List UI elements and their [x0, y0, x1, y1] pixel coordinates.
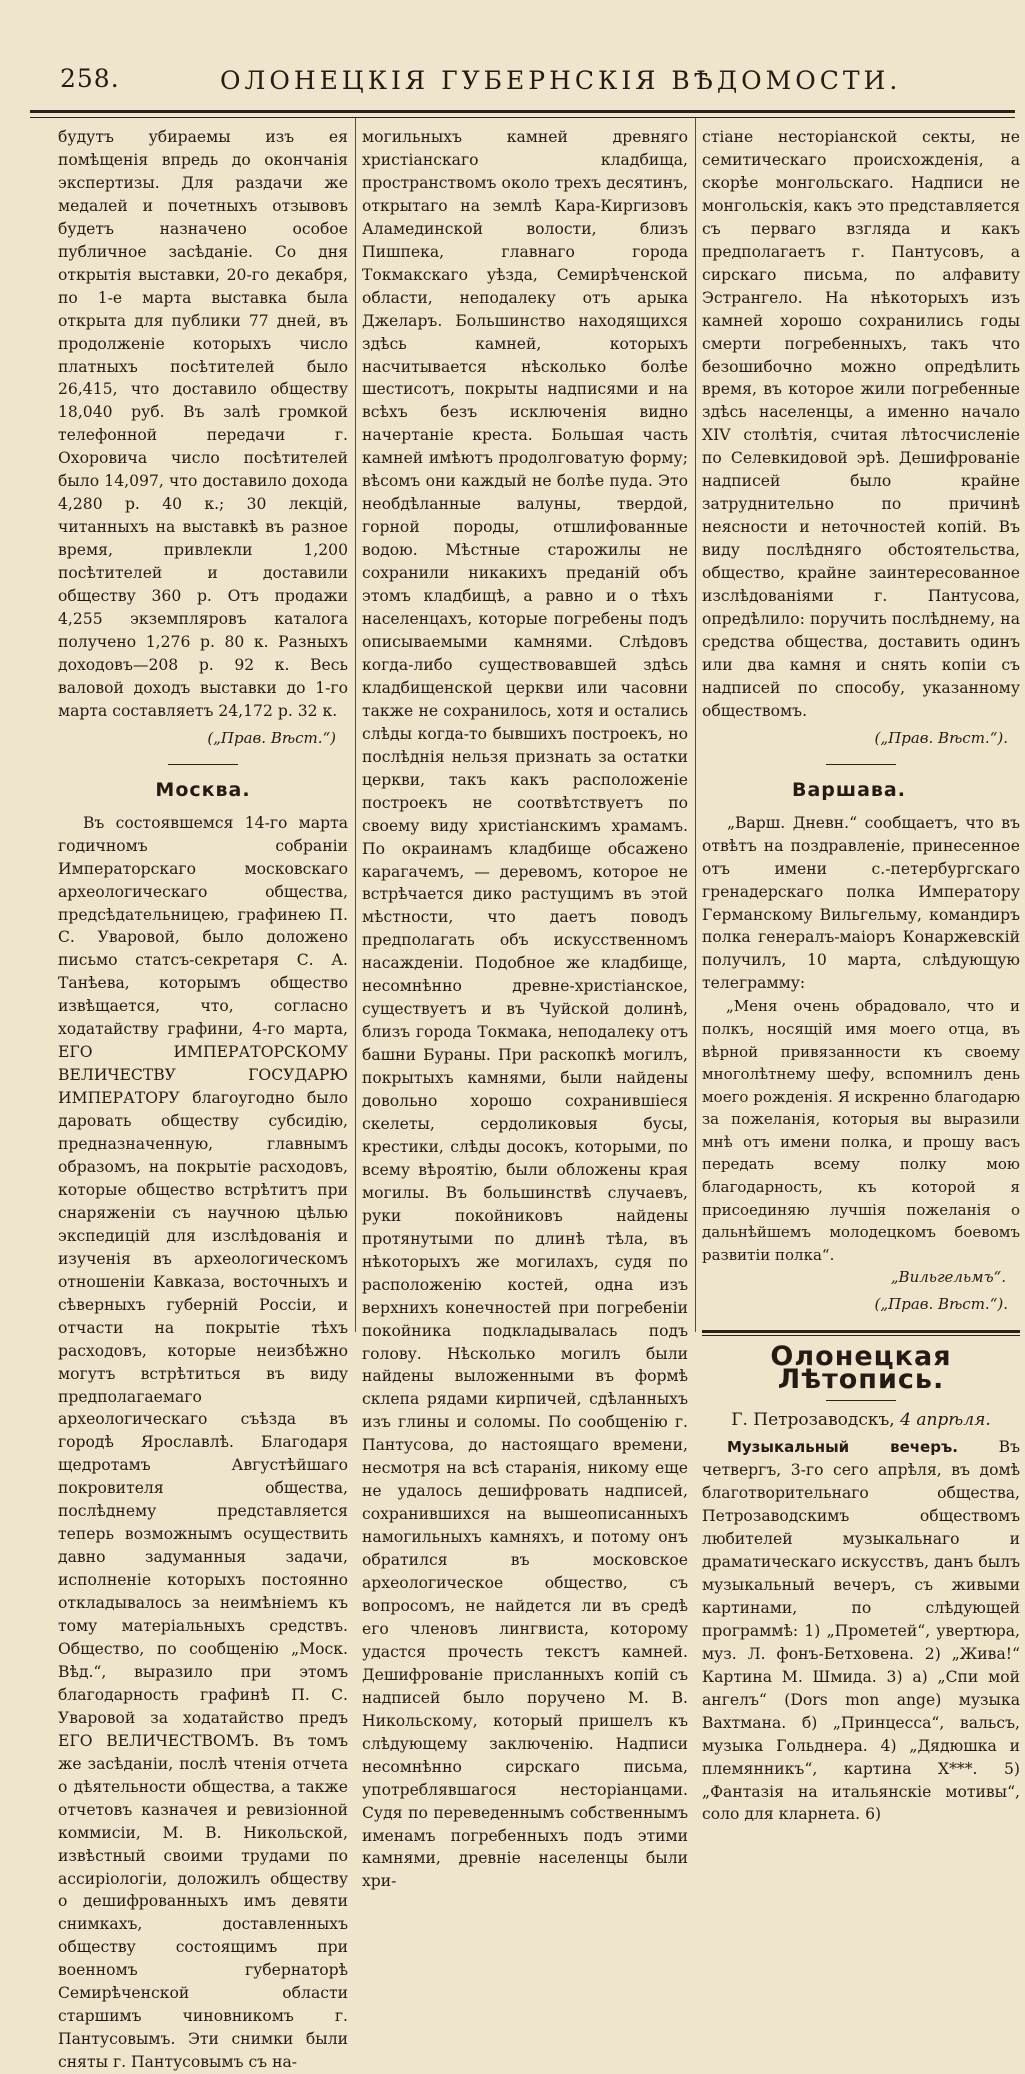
article-paragraph: „Варш. Дневн.“ сообщаетъ, что въ отвѣтъ на поздравленіе, принесенное отъ имени с.-петербургскаго гренадерскаго полка Императору Германскому Вильгельму, командиръ полка генералъ-маіоръ Конаржевскій получилъ, 10 марта, слѣдующую телеграмму: — [702, 813, 1020, 993]
column-divider — [355, 118, 356, 1332]
section-rule — [702, 1330, 1020, 1336]
place-date — [702, 1409, 1020, 1432]
source-citation: („Прав. Вѣст.“) — [207, 728, 336, 747]
signature: „Вильгельмъ“. — [890, 1268, 1006, 1287]
column-1 — [58, 126, 348, 2074]
article-paragraph — [702, 1436, 1020, 1826]
article-paragraph: могильныхъ камней древняго христіанскаго кладбища, пространствомъ около трехъ десятинъ, открытаго на землѣ Кара-Киргизовъ Аламединской волости, близъ Пишпека, главнаго города Токмакскаго уѣзда, Семирѣченской области, неподалеку отъ арыка Джеларъ. Большинство находящихся здѣсь камней, которыхъ насчитывается нѣсколько болѣе шестисотъ, покрыты надписями и на всѣхъ безъ исключенія видно начертаніе креста. Большая часть камней имѣютъ продолговатую форму; вѣсомъ они каждый не болѣе пуда. Это необдѣланные валуны, твердой, горной породы, отшлифованные водою. Мѣстные старожилы не сохранили никакихъ преданій объ этомъ кладбищѣ, а равно и о тѣхъ населенцахъ, которые погребены подъ описываемыми камнями. Слѣдовъ когда-либо существовавшей здѣсь кладбищенской церкви или часовни также не сохранилось, хотя и остались слѣды когда-то бывшихъ построекъ, но послѣднія нельзя признать за остатки церкви, такъ какъ расположеніе построекъ не соотвѣтствуетъ по своему виду христіанскимъ храмамъ. По окраинамъ кладбище обсажено карагачемъ, — деревомъ, которое не встрѣчается дико растущимъ въ этой мѣстности, что даетъ поводъ предполагать объ искусственномъ насажденіи. Подобное же кладбище, несомнѣнно древне-христіанское, существуетъ и въ Чуйской долинѣ, близъ города Токмака, неподалеку отъ башни Бураны. При раскопкѣ могилъ, покрытыхъ камнями, были найдены довольно хорошо сохранившіеся скелеты, сердоликовыя бусы, крестики, слѣды досокъ, которыми, по всему вѣроятію, были обложены края могилы. Въ большинствѣ случаевъ, руки покойниковъ найдены протянутыми по длинѣ тѣла, въ нѣкоторыхъ же могилахъ, судя по расположенію костей, одна изъ верхнихъ конечностей при погребеніи покойника подкладывалась подъ голову. Нѣсколько могилъ были найдены выложенными въ формѣ склепа рядами кирпичей, сдѣланныхъ изъ глины и соломы. По сообщенію г. Пантусова, до настоящаго времени, несмотря на всѣ старанія, никому еще не удалось дешифровать надписей, сохранившихся на вышеописанныхъ намогильныхъ камняхъ, и потому онъ обратился въ московское археологическое общество, съ вопросомъ, не найдется ли въ средѣ его членовъ лингвиста, которому удастся прочесть текстъ камней. Дешифрованіе присланныхъ копій съ надписей было поручено М. В. Никольскому, который пришелъ къ слѣдующему заключенію. Надписи несомнѣнно сирскаго письма, употреблявшагося несторіанцами. Судя по переведеннымъ собственнымъ именамъ погребенныхъ подъ этими камнями, древніе населенцы были хри- — [362, 128, 688, 1891]
date: 4 апрѣля. — [900, 1410, 991, 1431]
article-paragraph: стіане несторіанской секты, не семитическаго происхожденія, а скорѣе монгольскаго. Надписи не монгольскія, какъ это представляется съ перваго взгляда и какъ предполагаетъ г. Пантусовъ, а сирскаго письма, по алфавиту Эстрангело. На нѣкоторыхъ изъ камней хорошо сохранились годы смерти погребенныхъ, такъ что безошибочно можно опредѣлить время, въ которое жили погребенные здѣсь населенцы, а именно начало XIV столѣтія, считая лѣтосчисленіе по Селевкидовой эрѣ. Дешифрованіе надписей было крайне затруднительно по причинѣ неясности и неточностей копій. Въ виду послѣдняго обстоятельства, общество, крайне заинтересованное изслѣдованіями г. Пантусова, опредѣлило: поручить послѣднему, на средства общества, доставить одинъ или два камня и снять копіи съ надписей по способу, указанному обществомъ. — [702, 128, 1020, 720]
article-text: Въ четвергъ, 3-го сего апрѣля, въ домѣ благотворительнаго общества, Петрозаводскимъ обществомъ любителей музыкальнаго и драматическаго искусствъ, данъ былъ музыкальный вечеръ, съ живыми картинами, по слѣдующей программѣ: 1) „Прометей“, увертюра, муз. Л. фонъ-Бетховена. 2) „Жива!“ Картина М. Шмида. 3) а) „Спи мой ангелъ“ (Dors mon ange) музыка Вахтмана. б) „Принцесса“, вальсъ, музыка Гольднера. 4) „Дядюшка и племянникъ“, картина Х***. 5) „Фантазія на итальянскіе мотивы“, соло для кларнета. 6) — [702, 1438, 1020, 1824]
source-citation: („Прав. Вѣст.“). — [874, 728, 1008, 747]
telegram-text: „Меня очень обрадовало, что и полкъ, носящій имя моего отца, въ вѣрной привязанности къ своему многолѣтнему шефу, вспомнилъ день моего рожденія. Я искренно благодарю за пожеланія, которыя вы выразили мнѣ отъ имени полка, и прошу васъ передать всему полку мою благодарность, къ которой я присоединяю лучшія пожеланія о дальнѣйшемъ молодецкомъ боевомъ развитіи полка“. — [702, 997, 1020, 1264]
newspaper-title: ОЛОНЕЦКІЯ ГУБЕРНСКІЯ ВѢДОМОСТИ. — [220, 66, 902, 95]
section-separator — [826, 1400, 896, 1401]
section-title-moscow: Москва. — [155, 778, 251, 801]
chronicle-title: Олонецкая Лѣтопись. — [770, 1341, 952, 1396]
page-number: 258. — [60, 64, 120, 93]
header-rule — [30, 110, 1015, 118]
section-title-warsaw: Варшава. — [792, 778, 906, 801]
source-citation: („Прав. Вѣст.“). — [874, 1295, 1008, 1314]
section-separator — [168, 764, 238, 765]
run-in-heading: Музыкальный вечеръ. — [726, 1438, 958, 1457]
column-divider — [695, 118, 696, 1332]
section-separator — [826, 764, 896, 765]
column-3 — [702, 126, 1020, 1826]
place-name: Г. Петрозаводскъ, — [731, 1410, 895, 1431]
article-paragraph: будутъ убираемы изъ ея помѣщенія впредь до окончанія экспертизы. Для раздачи же медалей и почетныхъ отзывовъ будетъ назначено особое публичное засѣданіе. Со дня открытія выставки, 20-го декабря, по 1-е марта выставка была открыта для публики 77 дней, въ продолженіе которыхъ число платныхъ посѣтителей было 26,415, что доставило обществу 18,040 руб. Въ залѣ громкой телефонной передачи г. Охоровича число посѣтителей было 14,097, что доставило дохода 4,280 р. 40 к.; 30 лекцій, читанныхъ на выставкѣ въ разное время, привлекли 1,200 посѣтителей и доставили обществу 360 р. Отъ продажи 4,255 экземпляровъ каталога получено 1,276 р. 80 к. Разныхъ доходовъ—208 р. 92 к. Весь валовой доходъ выставки до 1-го марта составляетъ 24,172 р. 32 к. — [58, 128, 348, 720]
column-2 — [362, 126, 688, 1893]
article-paragraph: Въ состоявшемся 14-го марта годичномъ собраніи Императорскаго московскаго археологическаго общества, предсѣдательницею, графинею П. С. Уваровой, было доложено письмо статсъ-секретаря С. А. Танѣева, которымъ общество извѣщается, что, согласно ходатайству графини, 4-го марта, ЕГО ИМПЕРАТОРСКОМУ ВЕЛИЧЕСТВУ ГОСУДАРЮ ИМПЕРАТОРУ благоугодно было даровать обществу субсидію, предназначенную, главнымъ образомъ, на покрытіе расходовъ, которые общество встрѣтитъ при снаряженіи съ научною цѣлью экспедицій для изслѣдованія и изученія въ археологическомъ отношеніи Кавказа, восточныхъ и сѣверныхъ губерній Россіи, и отчасти на покрытіе тѣхъ расходовъ, которые неизбѣжно могутъ встрѣтиться въ виду предполагаемаго археологическаго съѣзда въ городѣ Ярославлѣ. Благодаря щедротамъ Августѣйшаго покровителя общества, послѣднему представляется теперь возможнымъ осуществить давно задуманныя задачи, исполненіе которыхъ постоянно откладывалось за неимѣніемъ къ тому матеріальныхъ средствъ. Общество, по сообщенію „Моск. Вѣд.“, выразило при этомъ благодарность графинѣ П. С. Уваровой за ходатайство предъ ЕГО ВЕЛИЧЕСТВОМЪ. Въ томъ же засѣданіи, послѣ чтенія отчета о дѣятельности общества, а также отчетовъ казначея и ревизіонной коммисіи, М. В. Никольской, извѣстный своими трудами по ассиріологіи, доложилъ обществу о дешифрованныхъ имъ девяти снимкахъ, доставленныхъ обществу состоящимъ при военномъ губернаторѣ Семирѣченской области старшимъ чиновникомъ г. Пантусовымъ. Эти снимки были сняты г. Пантусовымъ съ на- — [58, 813, 348, 2072]
page-header — [30, 62, 1015, 102]
